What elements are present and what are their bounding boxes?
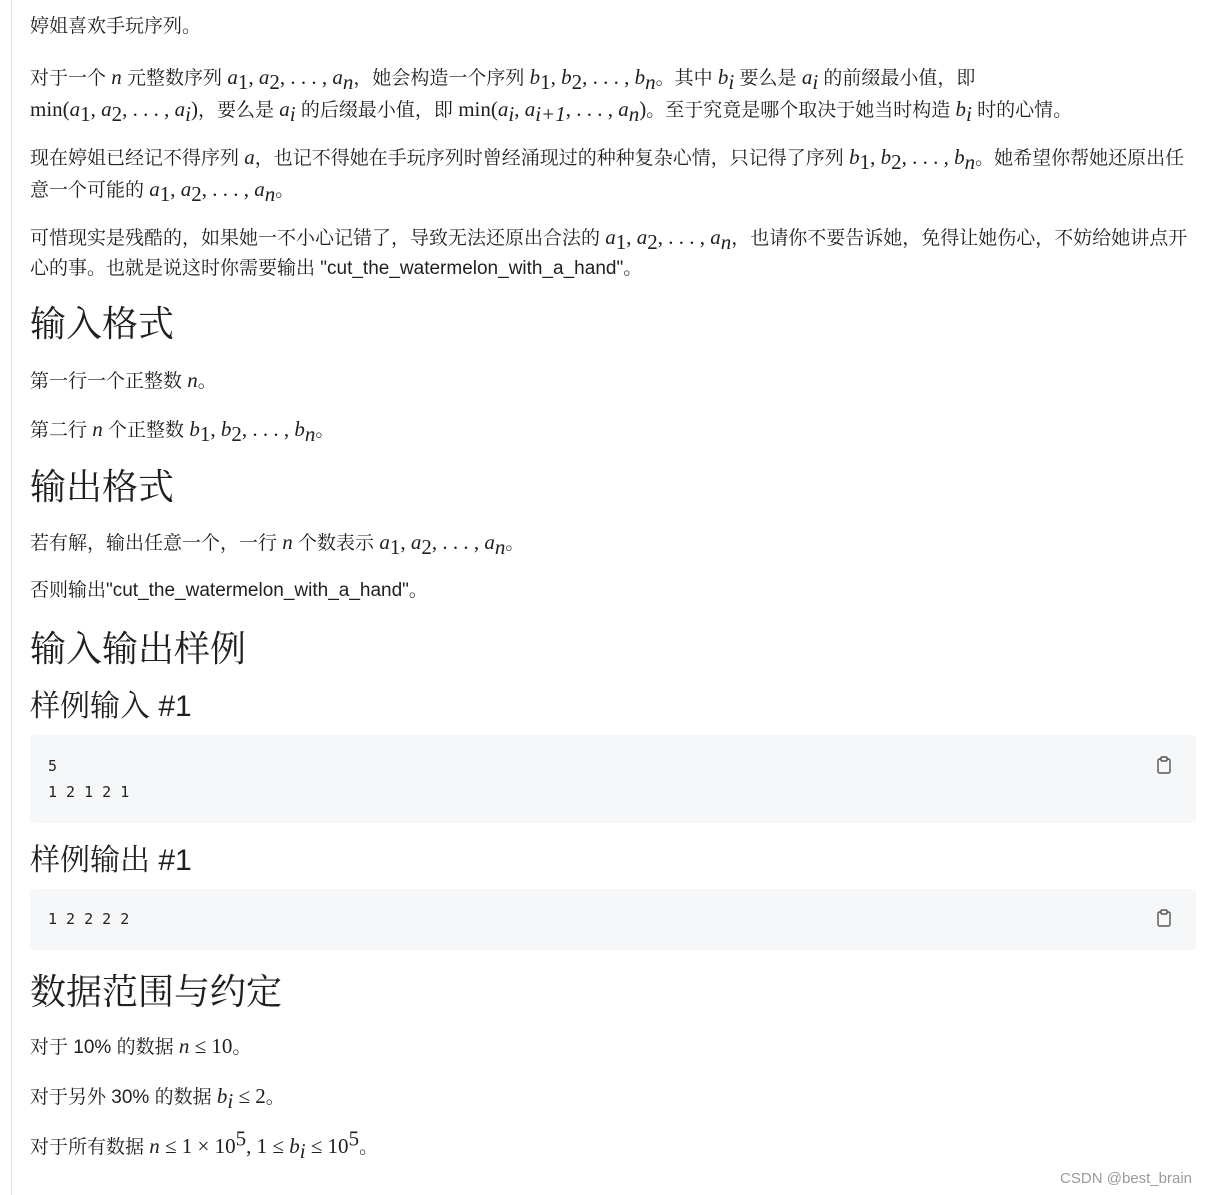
- input-line-1: 第一行一个正整数 n。: [30, 368, 217, 392]
- input-line-2: 第二行 n 个正整数 $b_1$, $b_2$, . . . , $b_n$。: [30, 417, 335, 446]
- input-format-heading: 输入格式: [30, 303, 175, 344]
- output-line-1: 若有解，输出任意一个，一行 n 个数表示 $a_1$, $a_2$, . . . , $a_n$。: [30, 530, 525, 559]
- memory-paragraph: 现在婷姐已经记不得序列 a，也记不得她在手玩序列时曾经涌现过的种种复杂心情，只记得了序列 $b_1$, $b_2$, . . . , $b_n$。她希望你帮她还原出任意一个可能的 $a_1$, $a_2$, . . . , $a_n$。: [30, 145, 1185, 206]
- samples-heading: 输入输出样例: [30, 628, 247, 669]
- constraint-line-1: 对于 10% 的数据 n ≤ 10。: [30, 1034, 252, 1058]
- intro-paragraph: 婷姐喜欢手玩序列。: [30, 16, 202, 37]
- sample-output-block[interactable]: [30, 889, 1196, 950]
- left-divider: [11, 0, 12, 1195]
- clipboard-icon: [1156, 756, 1172, 774]
- constraint-line-2: 对于另外 30% 的数据 $b_i \le 2$。: [30, 1084, 285, 1113]
- sample-output-heading: 样例输出 #1: [30, 844, 192, 877]
- sample-input-line: 1 2 1 2 1: [48, 783, 130, 801]
- constraints-heading: 数据范围与约定: [30, 971, 283, 1012]
- failure-paragraph: 可惜现实是残酷的，如果她一不小心记错了，导致无法还原出合法的 $a_1$, $a_2$, . . . , $a_n$，也请你不要告诉她，免得让她伤心，不妨给她讲点开心的事。也就是说这时你需要输出 "cut_the_watermelon_with_a_hand"。: [30, 225, 1188, 279]
- sample-output-line: 1 2 2 2 2: [48, 910, 130, 928]
- sample-input-heading: 样例输入 #1: [30, 690, 192, 723]
- output-format-heading: 输出格式: [30, 466, 175, 507]
- constraint-line-3: 对于所有数据 $n \le 1 \times 10^5$, $1 \le b_i \le 10^5$。: [30, 1126, 379, 1163]
- definition-paragraph: 对于一个 n 元整数序列 $a_1$, $a_2$, . . . , $a_n$，她会构造一个序列 $b_1$, $b_2$, . . . , $b_n$。其中 $b_i$ 要么是 $a_i$ 的前缀最小值，即 $\min(a_1$, $a_2$, . . . , $a_i$)，要么是 $a_i$ 的后缀最小值，即 $\min(a_i$, $a_{i+1}$, . . . , $a_n$)。至于究竟是哪个取决于她当时构造 $b_i$ 时的心情。: [30, 65, 1073, 126]
- sample-input-line: 5: [48, 757, 58, 775]
- sample-input-block[interactable]: [30, 735, 1196, 823]
- output-line-2: 否则输出"cut_the_watermelon_with_a_hand"。: [30, 580, 428, 601]
- copy-sample-output-button[interactable]: [1156, 909, 1172, 927]
- clipboard-icon: [1156, 909, 1172, 927]
- csdn-watermark: CSDN @best_brain: [1060, 1170, 1192, 1187]
- copy-sample-input-button[interactable]: [1156, 756, 1172, 774]
